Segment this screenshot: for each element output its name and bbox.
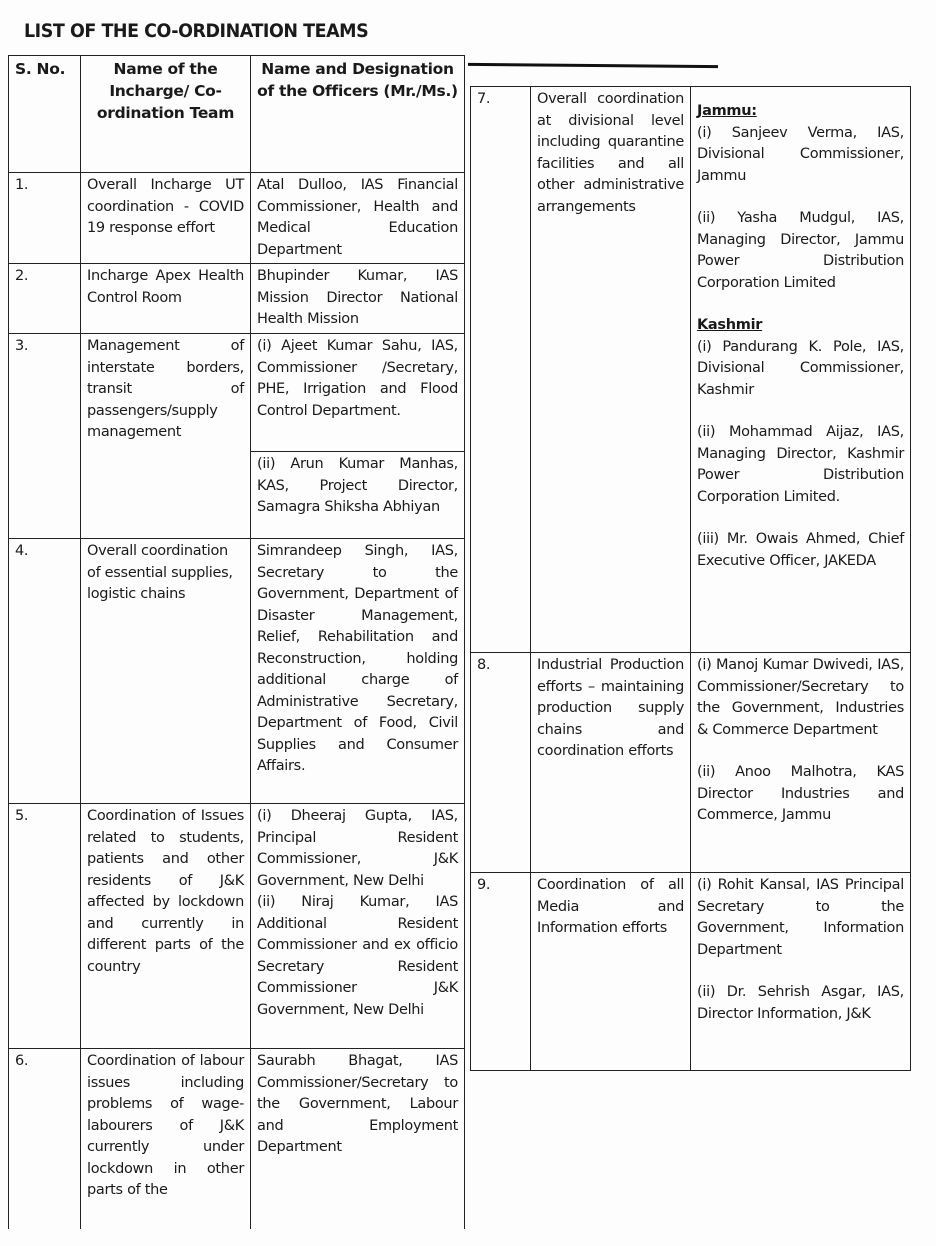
row-team: Incharge Apex Health Control Room bbox=[81, 264, 251, 334]
coordination-table-right bbox=[470, 86, 911, 1071]
row-officers bbox=[691, 873, 911, 1071]
document-title: LIST OF THE CO-ORDINATION TEAMS bbox=[24, 20, 369, 42]
table-row bbox=[9, 173, 465, 264]
officer-entry: (ii) Yasha Mudgul, IAS, Managing Director, Jammu Power Distribution Corporation Limited bbox=[697, 210, 904, 291]
officer-entry: (ii) Dr. Sehrish Asgar, IAS, Director Information, J&K bbox=[697, 984, 904, 1022]
row-sno: 7. bbox=[471, 87, 531, 653]
coordination-table-left bbox=[8, 55, 465, 1229]
group-heading-kashmir: Kashmir bbox=[697, 317, 763, 333]
officer-entry: (ii) Mohammad Aijaz, IAS, Managing Director, Kashmir Power Distribution Corporation Limited. bbox=[697, 424, 904, 505]
row-officers: Atal Dulloo, IAS Financial Commissioner, Health and Medical Education Department bbox=[251, 173, 465, 264]
officer-entry: (iii) Mr. Owais Ahmed, Chief Executive Officer, JAKEDA bbox=[697, 531, 904, 569]
header-team: Name of the Incharge/ Co-ordination Team bbox=[81, 56, 251, 173]
officer-entry: (ii) Niraj Kumar, IAS Additional Resident Commissioner and ex officio Secretary Resident Commissioner J&K Government, New Delhi bbox=[257, 894, 458, 1018]
row-sno: 8. bbox=[471, 653, 531, 873]
officer-entry: (i) Sanjeev Verma, IAS, Divisional Commissioner, Jammu bbox=[697, 124, 904, 184]
row-officers bbox=[251, 804, 465, 1049]
table-row bbox=[9, 1049, 465, 1229]
officer-entry: (ii) Anoo Malhotra, KAS Director Industries and Commerce, Jammu bbox=[697, 764, 904, 823]
row-sno: 6. bbox=[9, 1049, 81, 1229]
divider bbox=[468, 63, 718, 68]
row-officers: (ii) Arun Kumar Manhas, KAS, Project Director, Samagra Shiksha Abhiyan bbox=[251, 452, 465, 539]
row-sno: 4. bbox=[9, 539, 81, 804]
officer-entry: (i) Rohit Kansal, IAS Principal Secretary to the Government, Information Department bbox=[697, 877, 904, 958]
row-team: Management of interstate borders, transit of passengers/supply management bbox=[81, 334, 251, 539]
group-heading-jammu: Jammu: bbox=[697, 103, 757, 119]
row-team: Overall Incharge UT coordination - COVID 19 response effort bbox=[81, 173, 251, 264]
row-sno: 2. bbox=[9, 264, 81, 334]
table-row bbox=[471, 653, 911, 873]
table-row bbox=[9, 539, 465, 804]
row-officers: Simrandeep Singh, IAS, Secretary to the Government, Department of Disaster Management, Relief, Rehabilitation and Reconstruction, holding additional charge of Administrative Secretary, Department of Food, Civil Supplies and Consumer Affairs. bbox=[251, 539, 465, 804]
table-row bbox=[9, 264, 465, 334]
table-row bbox=[471, 87, 911, 653]
row-team: Coordination of Issues related to students, patients and other residents of J&K affected by lockdown and currently in different parts of the country bbox=[81, 804, 251, 1049]
row-sno: 5. bbox=[9, 804, 81, 1049]
officer-entry: (i) Dheeraj Gupta, IAS, Principal Resident Commissioner, J&K Government, New Delhi bbox=[257, 808, 458, 889]
table-row bbox=[471, 873, 911, 1071]
header-sno: S. No. bbox=[9, 56, 81, 173]
row-officers: Bhupinder Kumar, IAS Mission Director National Health Mission bbox=[251, 264, 465, 334]
officer-entry: (i) Manoj Kumar Dwivedi, IAS, Commissioner/Secretary to the Government, Industries & Commerce Department bbox=[697, 657, 904, 738]
row-sno: 9. bbox=[471, 873, 531, 1071]
row-team: Coordination of labour issues including problems of wage-labourers of J&K currently under lockdown in other parts of the bbox=[81, 1049, 251, 1229]
row-officers bbox=[691, 653, 911, 873]
row-sno: 1. bbox=[9, 173, 81, 264]
officer-entry: (i) Pandurang K. Pole, IAS, Divisional Commissioner, Kashmir bbox=[697, 338, 904, 398]
table-row bbox=[9, 334, 465, 452]
row-team: Industrial Production efforts – maintaining production supply chains and coordination efforts bbox=[531, 653, 691, 873]
row-team: Overall coordination of essential supplies, logistic chains bbox=[81, 539, 251, 804]
row-officers: (i) Ajeet Kumar Sahu, IAS, Commissioner /Secretary, PHE, Irrigation and Flood Control Department. bbox=[251, 334, 465, 452]
row-officers: Saurabh Bhagat, IAS Commissioner/Secretary to the Government, Labour and Employment Department bbox=[251, 1049, 465, 1229]
row-sno: 3. bbox=[9, 334, 81, 539]
row-team: Overall coordination at divisional level including quarantine facilities and all other administrative arrangements bbox=[531, 87, 691, 653]
header-officers: Name and Designation of the Officers (Mr./Ms.) bbox=[251, 56, 465, 173]
table-row bbox=[9, 804, 465, 1049]
row-officers bbox=[691, 87, 911, 653]
row-team: Coordination of all Media and Information efforts bbox=[531, 873, 691, 1071]
